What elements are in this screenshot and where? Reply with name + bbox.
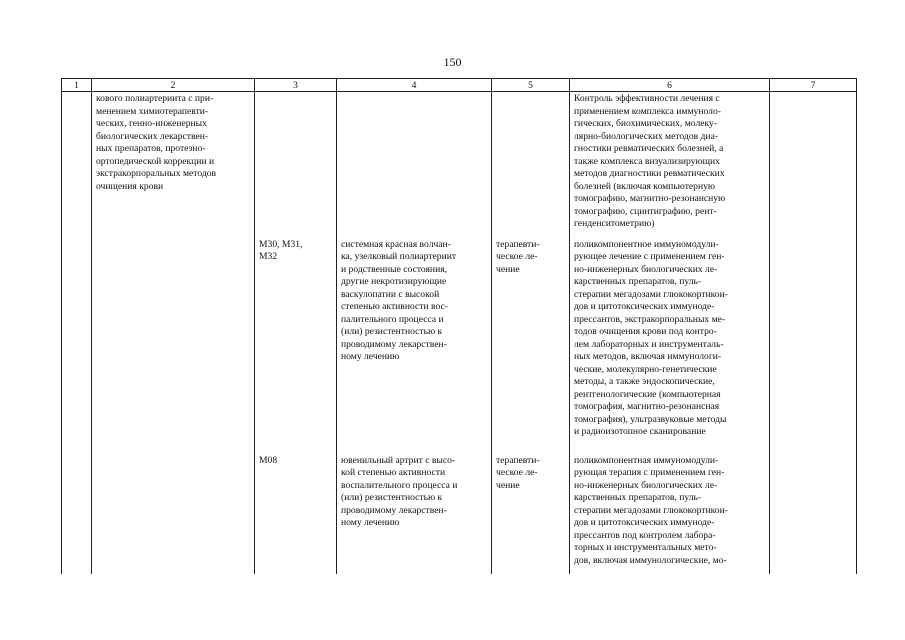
column-header-4: 4	[337, 79, 492, 92]
column-header-5: 5	[492, 79, 570, 92]
cell-extra	[770, 454, 857, 574]
cell-icd-code: M30, M31, M32	[255, 238, 337, 454]
cell-model-patient: системная красная волчан- ка, узелковый полиартериит и родственные состояния, другие некротизирующие васкулопатии с высокой степенью активности вос- палительного процесса и (или) резистентностью к проводимому лекарствен- ному лечению	[337, 238, 492, 454]
column-header-7: 7	[770, 79, 857, 92]
table-row	[62, 92, 857, 238]
cell-treatment-type	[492, 92, 570, 238]
cell-profile	[92, 238, 255, 454]
column-header-2: 2	[92, 79, 255, 92]
table-header-row	[62, 79, 857, 92]
cell-number	[62, 238, 92, 454]
cell-icd-code	[255, 92, 337, 238]
treatment-table	[61, 78, 857, 574]
cell-model-patient: ювенильный артрит с высо- кой степенью активности воспалительного процесса и (или) резистентностью к проводимому лекарствен- ному лечению	[337, 454, 492, 574]
page-number: 150	[443, 55, 462, 69]
cell-profile: кового полиартериита с при- менением химиотерапевти- ческих, генно-инженерных биологических лекарствен- ных препаратов, протезно- ортопедической коррекции и экстракорпоральных методов очищения крови	[92, 92, 255, 238]
column-header-6: 6	[570, 79, 770, 92]
table-row	[62, 238, 857, 454]
cell-model-patient	[337, 92, 492, 238]
cell-icd-code: M08	[255, 454, 337, 574]
cell-number	[62, 454, 92, 574]
column-header-1: 1	[62, 79, 92, 92]
cell-number	[62, 92, 92, 238]
cell-treatment-method: поликомпонентное иммуномодули- рующее лечение с применением ген- но-инженерных биологических ле- карственных препаратов, пуль- стерапии мегадозами глюкокортикои- дов и цитотоксических иммуноде- прессантов, экстракорпоральных ме- тодов очищения крови под контро- лем лабораторных и инструменталь- ных методов, включая иммунологи- ческие, молекулярно-генетические методы, а также эндоскопические, рентгенологические (компьютерная томография, магнитно-резонансная томография), ультразвуковые методы и радиоизотопное сканирование	[570, 238, 770, 454]
cell-profile	[92, 454, 255, 574]
cell-extra	[770, 238, 857, 454]
table-row	[62, 454, 857, 574]
cell-treatment-type: терапевти- ческое ле- чение	[492, 238, 570, 454]
cell-treatment-method: поликомпонентная иммуномодули- рующая терапия с применением ген- но-инженерных биологических ле- карственных препаратов, пуль- стерапии мегадозами глюкокортикои- дов и цитотоксических иммуноде- прессантов под контролем лабора- торных и инструментальных мето- дов, включая иммунологические, мо-	[570, 454, 770, 574]
cell-extra	[770, 92, 857, 238]
cell-treatment-type: терапевти- ческое ле- чение	[492, 454, 570, 574]
cell-treatment-method: Контроль эффективности лечения с применением комплекса иммуноло- гических, биохимических, молеку- лярно-биологических методов диа- гностики ревматических болезней, а также комплекса визуализирующих методов диагностики ревматических болезней (включая компьютерную томографию, магнитно-резонансную томографию, сцинтиграфию, рент- генденситометрию)	[570, 92, 770, 238]
column-header-3: 3	[255, 79, 337, 92]
